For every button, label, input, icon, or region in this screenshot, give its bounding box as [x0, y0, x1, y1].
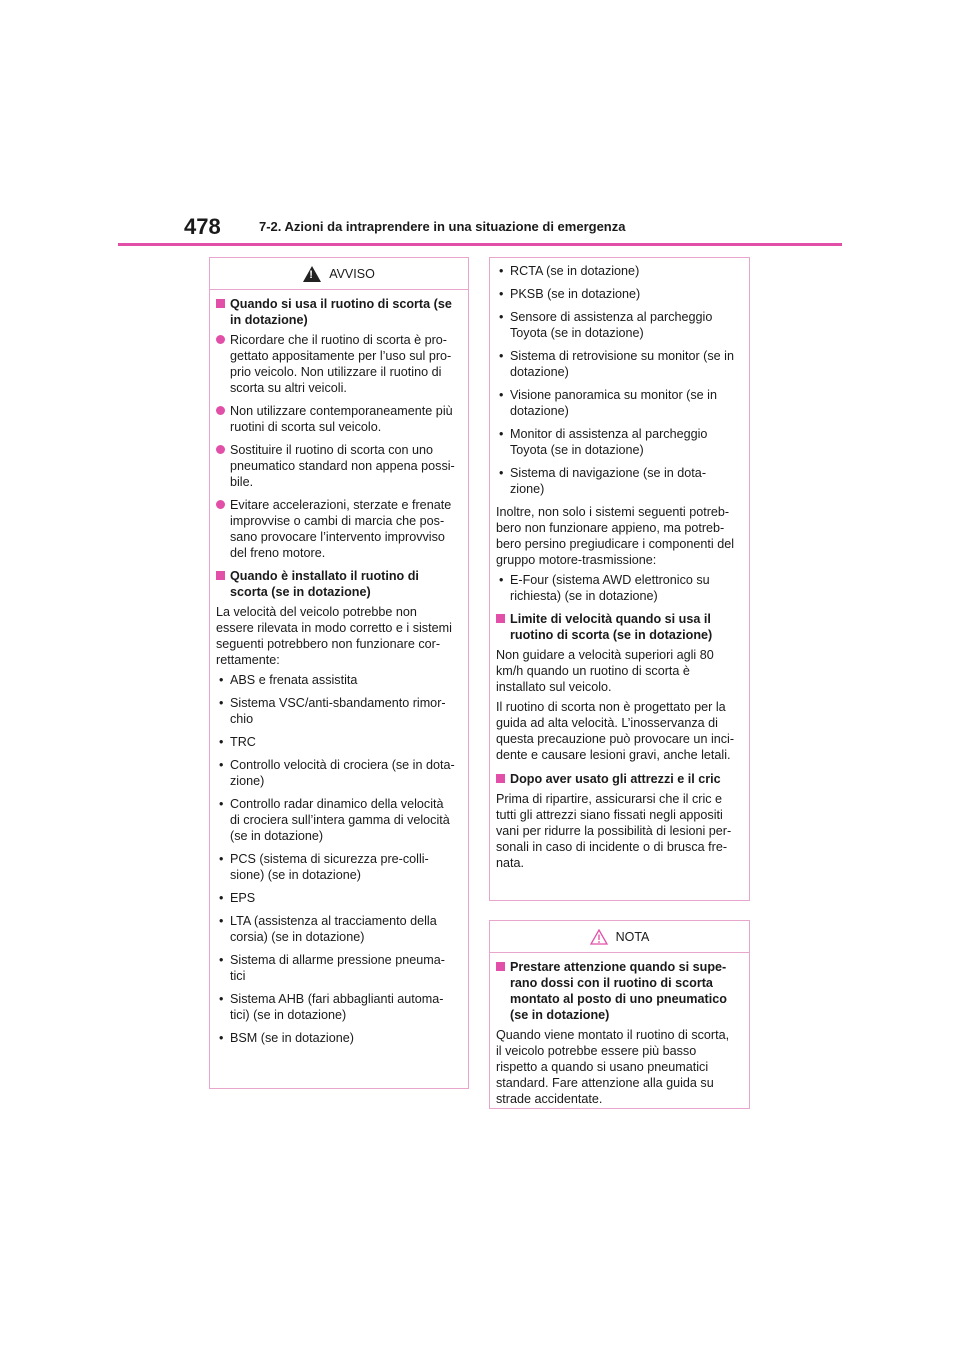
speed-limit-heading: Limite di velocità quando si usa il ruotino di scorta (se in dotazione) — [496, 611, 737, 643]
page-number: 478 — [184, 214, 221, 239]
system-list-item: • Sistema AHB (fari abbaglianti automa-tici) (se in dotazione) — [216, 991, 456, 1023]
notice-box — [489, 920, 750, 1109]
system-list-item: • Sistema VSC/anti-sbandamento rimor-chio — [216, 695, 456, 727]
system-list-item: • E-Four (sistema AWD elettronico su richiesta) (se in dotazione) — [496, 572, 737, 604]
warning-heading-installed: Quando è installato il ruotino di scorta (se in dotazione) — [216, 568, 456, 600]
system-list-item: • EPS — [216, 890, 456, 906]
system-list-item: • PKSB (se in dotazione) — [496, 286, 737, 302]
warning-box — [209, 257, 469, 1089]
notice-body — [490, 953, 749, 1119]
system-list-item: • RCTA (se in dotazione) — [496, 263, 737, 279]
notice-header — [490, 921, 749, 953]
system-list-item: • LTA (assistenza al tracciamento della corsia) (se in dotazione) — [216, 913, 456, 945]
system-list-item: • TRC — [216, 734, 456, 750]
notice-paragraph: Quando viene montato il ruotino di scorta, il veicolo potrebbe essere più basso rispetto a quando si usano pneumatici standard. Fare attenzione alla guida su strade accidentate. — [496, 1028, 730, 1106]
warning-triangle-icon — [303, 266, 321, 282]
notice-label: NOTA — [615, 929, 650, 944]
system-list-item: • Controllo radar dinamico della velocità di crociera sull’intera gamma di velocità (se in dotazione) — [216, 796, 456, 844]
speed-limit-paragraph-2: Il ruotino di scorta non è progettato per la guida ad alta velocità. L’inosservanza di questa precauzione può provocare un inci-dente e causare lesioni gravi, anche letali. — [496, 700, 735, 762]
system-list-item: • Visione panoramica su monitor (se in dotazione) — [496, 387, 737, 419]
warning-heading-spare: Quando si usa il ruotino di scorta (se in dotazione) — [216, 296, 456, 328]
section-title: 7-2. Azioni da intraprendere in una situazione di emergenza — [259, 219, 626, 234]
system-list-item: • Sistema di navigazione (se in dota-zione) — [496, 465, 737, 497]
system-list-item: • Sensore di assistenza al parcheggio Toyota (se in dotazione) — [496, 309, 737, 341]
notice-heading: Prestare attenzione quando si supe-rano dossi con il ruotino di scorta montato al posto di uno pneumatico (se in dotazione) — [496, 959, 737, 1023]
system-list-item: • Sistema di retrovisione su monitor (se in dotazione) — [496, 348, 737, 380]
caution-triangle-icon — [590, 929, 608, 945]
system-list-item: • ABS e frenata assistita — [216, 672, 456, 688]
speed-limit-paragraph: Non guidare a velocità superiori agli 80 km/h quando un ruotino di scorta è installato sul veicolo. — [496, 648, 714, 694]
system-list-item: • PCS (sistema di sicurezza pre-colli-sione) (se in dotazione) — [216, 851, 456, 883]
system-list-item: • Controllo velocità di crociera (se in dota-zione) — [216, 757, 456, 789]
continued-paragraph: Inoltre, non solo i sistemi seguenti potreb-bero non funzionare appieno, ma potreb-bero persino pregiudicare i componenti del gruppo motore-trasmissione: — [496, 505, 735, 567]
system-list-item: • Monitor di assistenza al parcheggio Toyota (se in dotazione) — [496, 426, 737, 458]
system-list-item: • Sistema di allarme pressione pneuma-tici — [216, 952, 456, 984]
header-rule — [118, 243, 842, 246]
warning-label: AVVISO — [329, 266, 375, 281]
tools-paragraph: Prima di ripartire, assicurarsi che il cric e tutti gli attrezzi siano fissati negli appositi vani per ridurre la possibilità di lesioni per-sonali in caso di incidente o di brusca fre-nata. — [496, 792, 732, 870]
warning-paragraph: La velocità del veicolo potrebbe non essere rilevata in modo corretto e i sistemi seguenti potrebbero non funzionare cor-rettamente: — [216, 605, 452, 667]
system-list-item: • BSM (se in dotazione) — [216, 1030, 456, 1046]
warning-header — [210, 258, 468, 290]
warning-bullet: Non utilizzare contemporaneamente più ruotini di scorta sul veicolo. — [216, 403, 456, 435]
warning-bullet: Evitare accelerazioni, sterzate e frenate improvvise o cambi di marcia che pos-sano provocare l’intervento improvviso del freno motore. — [216, 497, 456, 561]
tools-heading: Dopo aver usato gli attrezzi e il cric — [496, 771, 737, 787]
continued-body — [490, 258, 749, 883]
warning-body — [210, 290, 468, 1061]
warning-bullet: Sostituire il ruotino di scorta con uno pneumatico standard non appena possi-bile. — [216, 442, 456, 490]
warning-continued-box — [489, 257, 750, 901]
warning-bullet: Ricordare che il ruotino di scorta è pro-gettato appositamente per l’uso sul pro-prio veicolo. Non utilizzare il ruotino di scorta su altri veicoli. — [216, 332, 456, 396]
